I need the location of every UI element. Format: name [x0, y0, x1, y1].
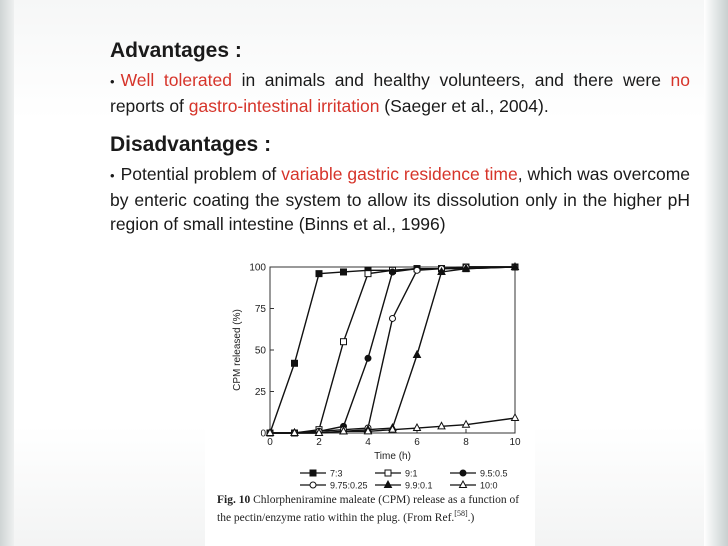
x-tick-label: 4 [365, 437, 371, 448]
bullet-icon: • [110, 168, 115, 183]
slide-text-block [110, 38, 690, 236]
legend-label: 10:0 [480, 480, 498, 491]
caption-text: Chlorpheniramine maleate (CPM) release as a function of the pectin/enzyme ratio within the plug. (From Ref. [217, 494, 520, 524]
data-point [390, 269, 396, 275]
data-point [292, 360, 298, 366]
caption-end: .) [467, 511, 475, 524]
disadvantages-text: Potential problem of [120, 164, 282, 184]
y-tick-label: 50 [254, 345, 266, 357]
disadvantages-paragraph [110, 162, 690, 236]
legend-marker [460, 481, 467, 488]
data-point [414, 267, 420, 273]
disadvantages-heading: Disadvantages : [110, 133, 272, 156]
advantages-text: in animals and healthy volunteers, and there were [231, 70, 671, 90]
disadvantages-highlight: variable gastric residence time [281, 164, 518, 184]
legend-marker [460, 470, 466, 476]
x-axis-label: Time (h) [374, 451, 411, 462]
advantages-text: (Saeger et al., 2004). [379, 96, 549, 116]
data-point [365, 355, 371, 361]
caption-label: Fig. 10 [217, 494, 251, 506]
advantages-paragraph [110, 68, 690, 118]
data-point [365, 271, 371, 277]
x-tick-label: 2 [316, 437, 322, 448]
series-line [270, 267, 515, 433]
advantages-text: reports of [110, 96, 189, 116]
right-border-decoration [704, 0, 728, 546]
legend-label: 9.75:0.25 [330, 480, 368, 491]
x-tick-label: 10 [509, 437, 521, 448]
y-tick-label: 75 [254, 304, 266, 315]
advantages-highlight: no [670, 70, 690, 90]
series-line [270, 267, 515, 433]
data-point [341, 339, 347, 345]
caption-ref: [58] [454, 509, 468, 518]
advantages-highlight: gastro-intestinal irritation [188, 96, 380, 116]
data-point [414, 351, 421, 358]
legend-label: 7:3 [330, 468, 343, 479]
figure-caption [217, 493, 527, 525]
advantages-highlight: Well tolerated [120, 70, 232, 90]
y-tick-label: 25 [254, 387, 266, 398]
advantages-heading: Advantages : [110, 39, 242, 62]
y-tick-label: 100 [249, 262, 266, 274]
legend-marker [385, 481, 392, 488]
disadvantages-text: , which was overcome by enteric coating the system to allow its dissolution only in the higher pH region of small intestine (Binns et al., 1996) [110, 164, 691, 234]
y-axis-label: CPM released (%) [232, 309, 243, 391]
legend-marker [310, 482, 316, 488]
series-line [270, 267, 515, 433]
plot-frame [270, 267, 515, 433]
legend-label: 9.5:0.5 [480, 468, 508, 479]
data-point [316, 271, 322, 277]
legend-marker [385, 470, 391, 476]
legend-marker [310, 470, 316, 476]
series-line [270, 267, 515, 433]
y-tick-label: 0 [260, 428, 266, 440]
data-point [512, 414, 519, 421]
legend-label: 9.9:0.1 [405, 480, 433, 491]
bullet-icon: • [110, 74, 115, 89]
x-tick-label: 8 [463, 437, 469, 448]
x-tick-label: 0 [267, 437, 273, 448]
release-figure [205, 257, 535, 546]
left-border-decoration [0, 0, 14, 546]
release-chart [205, 257, 535, 497]
data-point [341, 269, 347, 275]
data-point [390, 315, 396, 321]
legend-label: 9:1 [405, 468, 418, 479]
series-line [270, 267, 515, 433]
x-tick-label: 6 [414, 437, 420, 448]
